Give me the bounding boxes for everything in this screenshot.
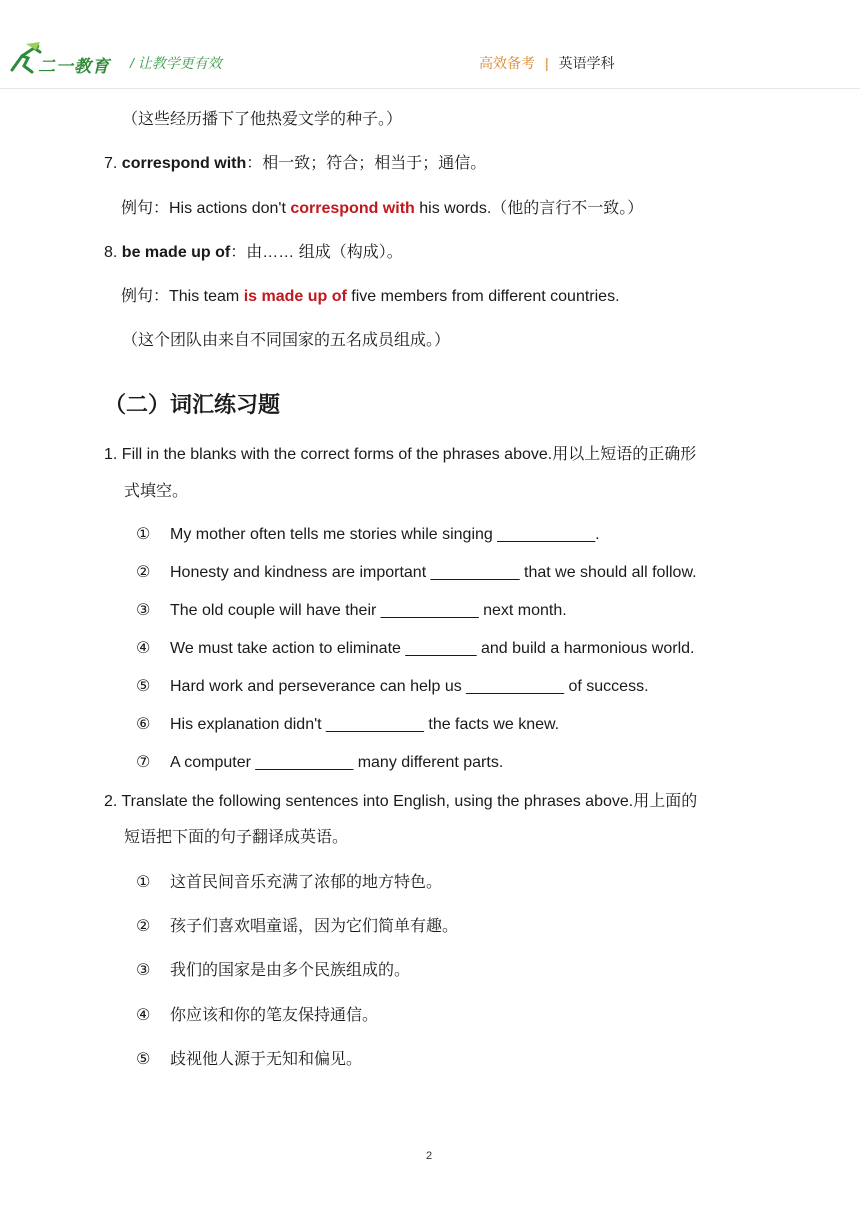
- q2-item-2-text: 孩子们喜欢唱童谣，因为它们简单有趣。: [170, 918, 459, 935]
- example-8-suffix: five members from different countries.: [346, 288, 620, 305]
- item-8-number: 8.: [104, 244, 118, 261]
- q1-item-7-marker: ⑦: [136, 754, 151, 771]
- q1-item-7-text: A computer ___________ many different parts.: [170, 754, 504, 771]
- page-header: [0, 0, 860, 90]
- q1-item-5-text: Hard work and perseverance can help us ___________ of success.: [170, 678, 649, 695]
- q1-item-1-marker: ①: [136, 526, 151, 543]
- question-2-line-1: 2. Translate the following sentences into English, using the phrases above.用上面的: [104, 793, 698, 810]
- question-1-line-2: 式填空。: [124, 483, 189, 500]
- q1-item-6-marker: ⑥: [136, 716, 151, 733]
- example-8-highlight: is made up of: [243, 288, 347, 305]
- item-7-meaning: ：相一致；符合；相当于；通信。: [246, 155, 487, 172]
- q1-item-2-marker: ②: [136, 564, 151, 581]
- q2-item-5-marker: ⑤: [136, 1051, 151, 1068]
- example-7: [121, 199, 643, 219]
- item-8: [104, 243, 403, 263]
- example-8-prefix: 例句：This team: [121, 288, 244, 305]
- header-subject-label: 英语学科: [558, 55, 615, 71]
- header-exam-label: 高效备考: [479, 55, 535, 71]
- q2-item-2-marker: ②: [136, 918, 151, 935]
- q2-item-4-marker: ④: [136, 1007, 151, 1024]
- q1-item-6-text: His explanation didn't ___________ the facts we knew.: [170, 716, 560, 733]
- q1-item-5-marker: ⑤: [136, 678, 151, 695]
- translation-8: （这个团队由来自不同国家的五名成员组成。）: [122, 332, 451, 349]
- question-2-line-2: 短语把下面的句子翻译成英语。: [124, 829, 349, 846]
- q1-item-4-marker: ④: [136, 640, 151, 657]
- q2-item-4-text: 你应该和你的笔友保持通信。: [170, 1007, 379, 1024]
- q1-item-2-text: Honesty and kindness are important __________ that we should all follow.: [170, 564, 697, 581]
- q1-item-4-text: We must take action to eliminate ________ and build a harmonious world.: [170, 640, 695, 657]
- logo-text: 二一教育: [38, 57, 110, 76]
- q2-item-3-text: 我们的国家是由多个民族组成的。: [170, 962, 411, 979]
- example-7-highlight: correspond with: [290, 200, 415, 217]
- item-7-number: 7.: [104, 155, 118, 172]
- header-separator: |: [545, 55, 549, 71]
- q1-item-3-text: The old couple will have their ___________ next month.: [170, 602, 567, 619]
- example-7-suffix: his words.（他的言行不一致。）: [414, 200, 644, 217]
- header-divider: [0, 88, 860, 89]
- example-8: [121, 287, 620, 307]
- q1-item-1-text: My mother often tells me stories while singing ___________.: [170, 526, 600, 543]
- q2-item-1-text: 这首民间音乐充满了浓郁的地方特色。: [170, 874, 443, 891]
- header-subject: [479, 53, 615, 73]
- header-slogan: / 让教学更有效: [130, 55, 222, 71]
- q1-item-3-marker: ③: [136, 602, 151, 619]
- translation-line: （这些经历播下了他热爱文学的种子。）: [122, 111, 403, 128]
- item-8-meaning: ：由…… 组成（构成）。: [230, 244, 403, 261]
- example-7-prefix: 例句：His actions don't: [121, 200, 291, 217]
- item-8-phrase: be made up of: [121, 244, 231, 261]
- q2-item-3-marker: ③: [136, 962, 151, 979]
- item-7-phrase: correspond with: [121, 155, 247, 172]
- item-7: [104, 154, 486, 174]
- page-number: 2: [426, 1150, 433, 1162]
- question-1-line-1: 1. Fill in the blanks with the correct forms of the phrases above.用以上短语的正确形: [104, 446, 697, 463]
- q2-item-1-marker: ①: [136, 874, 151, 891]
- section-title: （二）词汇练习题: [104, 392, 281, 417]
- q2-item-5-text: 歧视他人源于无知和偏见。: [170, 1051, 363, 1068]
